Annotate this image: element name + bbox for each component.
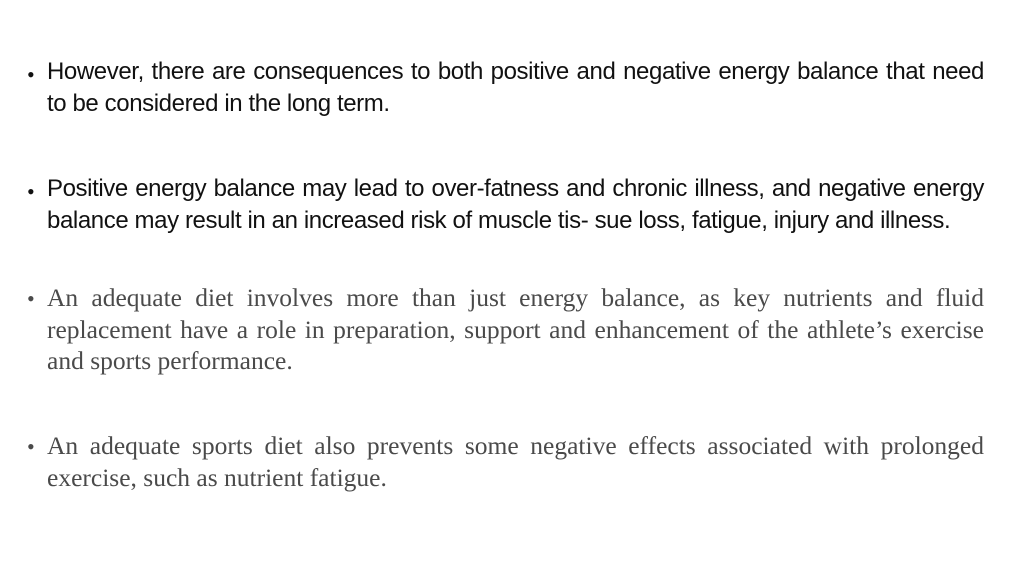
bullet-text: Positive energy balance may lead to over-fatness and chronic illness, and negative energy balance may result in an increased risk of muscle tis- sue loss, fatigue, injury and illness. bbox=[47, 175, 984, 234]
bullet-text: However, there are consequences to both positive and negative energy balance that need to be considered in the long term. bbox=[47, 58, 984, 117]
bullet-marker: • bbox=[27, 62, 35, 87]
bullet-marker: • bbox=[27, 179, 35, 204]
bullet-text: An adequate diet involves more than just energy balance, as key nutrients and fluid replacement have a role in preparation, support and enhancement of the athlete’s exercise and sports performance. bbox=[47, 283, 984, 375]
bullet-marker: • bbox=[27, 434, 35, 459]
bullet-text: An adequate sports diet also prevents some negative effects associated with prolonged exercise, such as nutrient fatigue. bbox=[47, 431, 984, 492]
bullet-marker: • bbox=[27, 286, 35, 311]
